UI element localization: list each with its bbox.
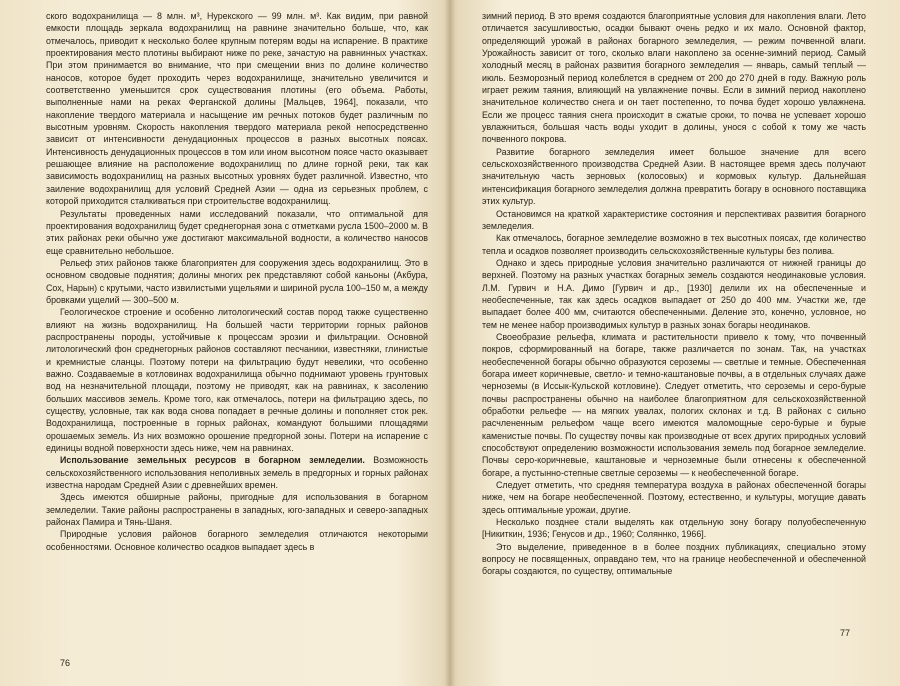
right-paragraph-3: Остановимся на краткой характеристике состояния и перспективах развития богарного земледелия. (482, 208, 866, 231)
book-gutter (445, 0, 455, 686)
right-page (482, 10, 866, 672)
right-paragraph-8: Несколько позднее стали выделять как отдельную зону богару полуобеспеченную [Никиткин, 1936; Генусов и др., 1960; Соляннко, 1966]. (482, 517, 866, 540)
left-page (46, 10, 428, 672)
right-paragraph-2: Развитие богарного земледелия имеет большое значение для всего сельскохозяйственного производства Средней Азии. В настоящее время здесь получают значительную часть зерновых (колосовых) и кормовых культур. Дальнейшая интенсификация богарного земледелия должна превратить богару в основного поставщика этих культур. (482, 146, 866, 207)
left-paragraph-7: Природные условия районов богарного земледелия отличаются некоторыми особенностями. Основное количество осадков выпадает здесь в (46, 529, 428, 552)
section-heading-inline: Использование земельных ресурсов в богарном земледелии. (60, 455, 365, 466)
right-paragraph-1: зимний период. В это время создаются благоприятные условия для накопления влаги. Лето отличается засушливостью, осадки бывают очень редко и их мало. Основной фактор, определяющий урожай в районах богарного земледелия, — режим почвенной влаги. Урожайность зависит от того, сколько влаги накоплено за осенне-зимний период. Самый холодный месяц в районах развития богарного земледелия — январь, самый теплый — июль. Безморозный период колеблется в среднем от 200 до 270 дней в году. Важную роль играет режим таяния, влияющий на увлажнение почвы. Если в зимний период накоплено значительное количество снега и он тает постепенно, то почва будет хорошо увлажнена. Если же процесс таяния снега происходит в сжатые сроки, то почва не успевает хорошо увлажниться, большая часть воды уходит в долины, унося с собой к тому же часть почвенного покрова. (482, 11, 866, 145)
right-paragraph-5: Однако и здесь природные условия значительно различаются от нижней границы до верхней. Поэтому на разных участках богарных земель создаются неодинаковые условия. Л.М. Гурвич и Н.А. Димо [Гурвич и др., [1930] делили их на обеспеченные и необеспеченные, так как здесь осадков выпадает от 250 до 400 мм. Участки же, где выпадает более 400 мм, считаются обеспеченными. Деление это, конечно, условное, но тем не менее набор производимых культур в разных зонах богары неодинаков. (482, 257, 866, 330)
left-paragraph-6: Здесь имеются обширные районы, пригодные для использования в богарном земледелии. Такие районы распространены в западных, юго-западных и северо-западных районах Памира и Тянь-Шаня. (46, 492, 428, 528)
right-page-number: 77 (840, 628, 851, 638)
right-paragraph-7: Следует отметить, что средняя температура воздуха в районах обеспеченной богары ниже, чем на богаре необеспеченной. Поэтому, естественно, и культуры, могущие давать здесь оптимальные урожаи, другие. (482, 480, 866, 515)
left-paragraph-1: ского водохранилища — 8 млн. м³, Нурекского — 99 млн. м³. Как видим, при равной емкости площадь зеркала водохранилищ на равнине значительно больше, что, как отмечалось, приводит к несколько более крупным потерям воды на испарение. В практике проектирования место плотины выбирают ниже по реке, зачастую на равнинных участках. При этом принимается во внимание, что при смещении вниз по долине количество наносов, которое будет проходить через водохранилище, значительно увеличится и соответственно уменьшится срок существования плотины (его объема. Работы, выполненные нами на реках Ферганской долины [Мальцев, 1964], показали, что накопление твердого материала и насыщение им речных потоков будет различным по высотным уровням. Скорость накопления твердого материала рекой непосредственно зависит от интенсивности денудационных процессов в разных высотных поясах. Интенсивность денудационных процессов в том или ином высотном поясе часто оказывает решающее влияние на расположение водохранилищ по длине горной реки, так как зависимость водохранилищ на разных высотных уровнях будет различной. Известно, что заиление водохранилищ для условий Средней Азии — одна из серьезных проблем, с которой приходится сталкиваться при строительстве водохранилищ. (46, 11, 428, 207)
left-paragraph-3: Рельеф этих районов также благоприятен для сооружения здесь водохранилищ. Это в основном сводовые поднятия; долины многих рек представляют собой каньоны (Акбура, Сох, Нарын) с крутыми, часто извилистыми ущельями и шириной русла 100–150 м, а между бровками ущелий — 300–500 м. (46, 257, 428, 305)
right-paragraph-4: Как отмечалось, богарное земледелие возможно в тех высотных поясах, где количество тепла и осадков позволяет производить сельскохозяйственные культуры без полива. (482, 233, 866, 256)
right-paragraph-6: Своеобразие рельефа, климата и растительности привело к тому, что почвенный покров, сформированный на богаре, также различается по зонам. Так, на участках необеспеченной богары обычно образуются сероземы — светлые и темные. Обеспеченная богара имеет коричневые, светло- и темно-каштановые почвы, а в отдельных случаях даже черноземы (в Иссык-Кульской котловине). Следует отметить, что сероземы и серо-бурые почвы распространены обычно на наиболее благоприятном для сельскохозяйственной обработки рельефе — на мягких увалах, пологих склонах и т.д. В районах с сильно расчлененным рельефом чаще всего имеются маломощные серо-бурые и бурые каменистые почвы. По существу почвы как производные от всех других природных условий способствуют определению возможности использования земель под богарное земледелие. Почвы серо-коричневые, каштановые и черноземные были отнесены к обеспеченной богаре, а пустынно-степные светлые сероземы — к необеспеченной богаре. (482, 331, 866, 478)
left-page-number: 76 (60, 658, 71, 668)
right-paragraph-9: Это выделение, приведенное в в более поздних публикациях, специально этому вопросу не посвященных, оправдано тем, что на границе необеспеченной и обеспеченной богары создаются, по существу, оптимальные (482, 541, 866, 577)
left-paragraph-4: Геологическое строение и особенно литологический состав пород также существенно влияют на жизнь водохранилищ. На большей части территории горных районов распространены породы, устойчивые к процессам эрозии и фильтрации. Основной литологический фон среднегорных районов составляют песчаники, известняки, глинистые и кремнистые сланцы. Поэтому потери на фильтрацию будут невелики, что особенно важно. Создаваемые в котловинах водохранилища обычно поднимают уровень грунтовых вод на незначительной площади, поэтому не приводят, как на равнинах, к засолению больших массивов земель. Кроме того, как отмечалось, потери на фильтрацию здесь, по существу, условные, так как вода снова попадает в речные долины и пополняет сток рек. Водохранилища, построенные в горных районах, командуют большими площадями орошаемых земель. Из них возможно орошение предгорной зоны. Потери на испарение с единицы водной поверхности здесь ниже, чем на равнинах. (46, 307, 428, 454)
left-paragraph-2: Результаты проведенных нами исследований показали, что оптимальной для проектирования водохранилищ будет среднегорная зона с отметками русла 1500–2000 м. В этих районах реки обычно уже достигают максимальной водности, а количество наносов еще сравнительно небольшое. (46, 208, 428, 256)
left-paragraph-5 (46, 454, 428, 491)
left-paragraph-5-text: Возможность сельскохозяйственного использования неполивных земель в предгорных и горных районах известна народам Средней Азии с древнейших времен. (46, 455, 428, 491)
